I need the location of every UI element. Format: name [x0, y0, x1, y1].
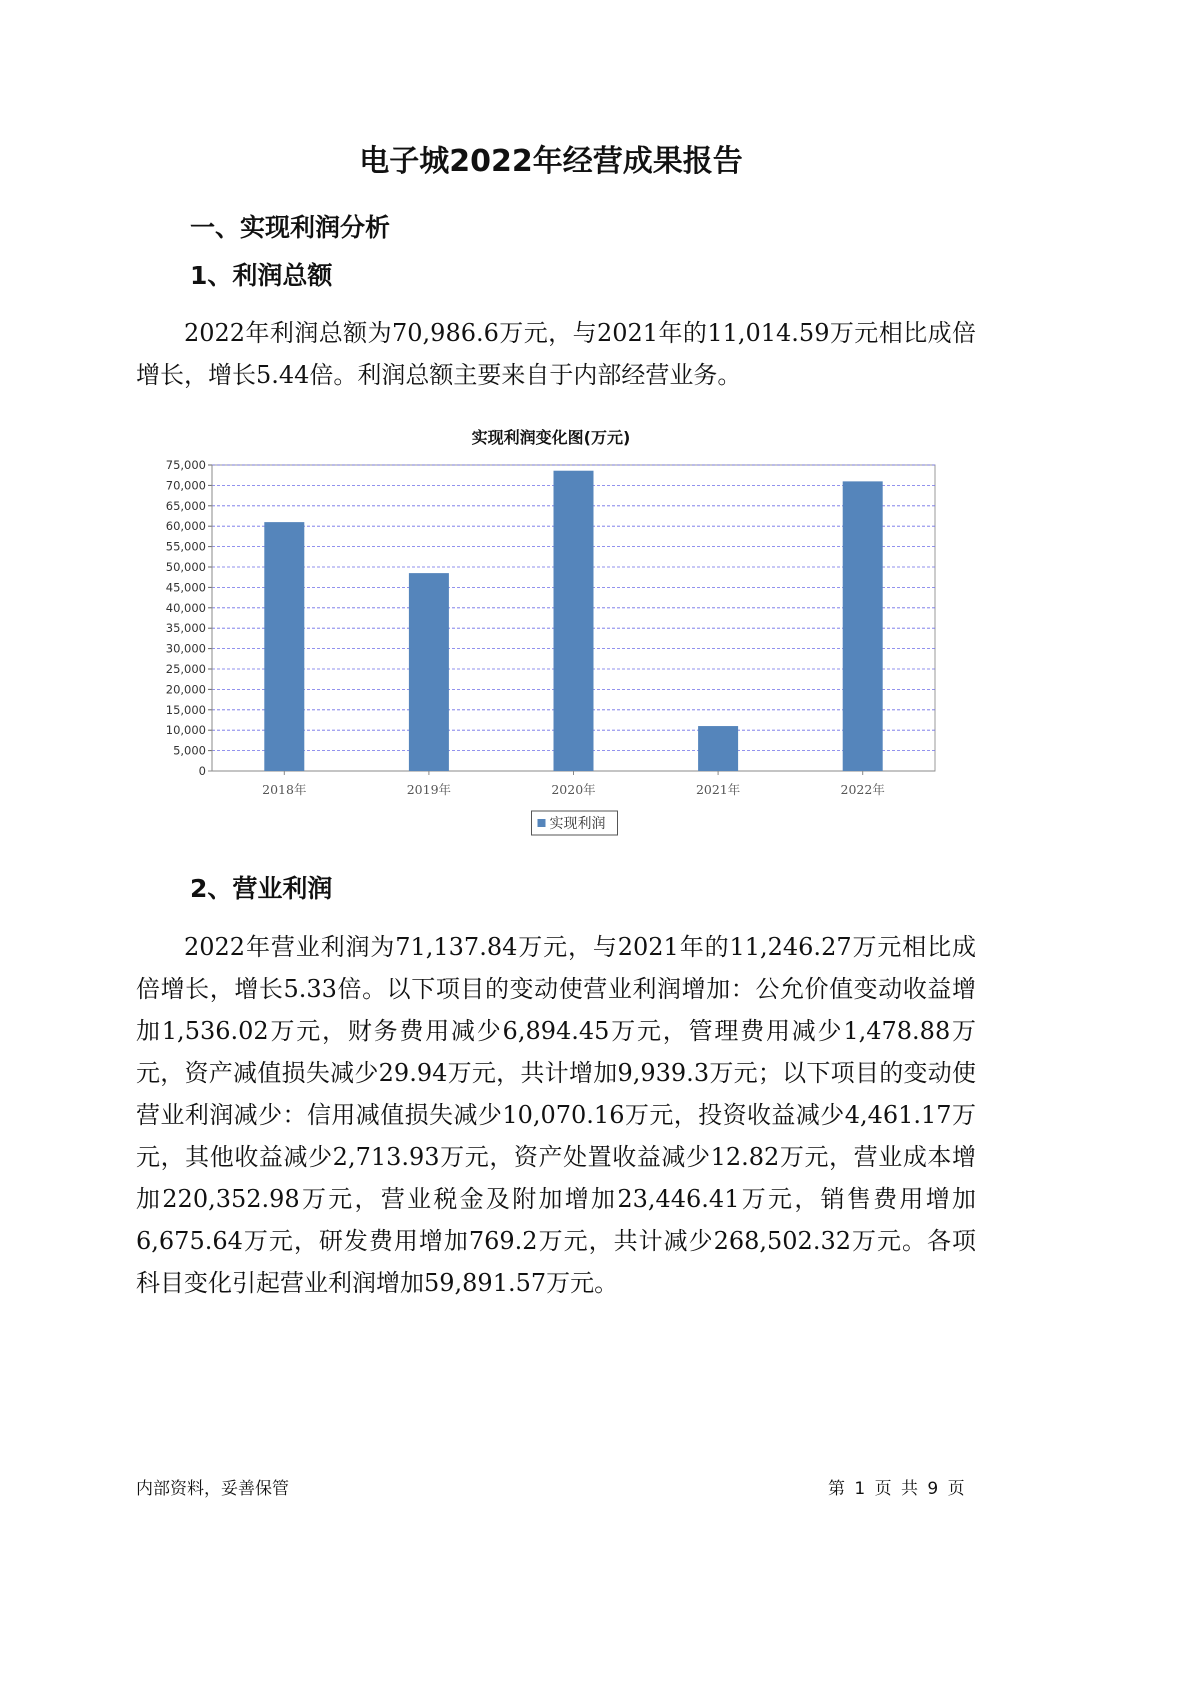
- subsection-heading-operating-profit: 2、营业利润: [190, 874, 333, 903]
- x-tick-label: 2020年: [551, 782, 596, 797]
- x-tick-label: 2022年: [840, 782, 885, 797]
- y-tick-label: 40,000: [165, 600, 206, 615]
- y-tick-label: 5,000: [173, 743, 206, 758]
- document-title: 电子城2022年经营成果报告: [359, 144, 743, 179]
- y-tick-label: 25,000: [165, 662, 206, 676]
- y-tick-label: 35,000: [165, 621, 206, 636]
- y-tick-label: 50,000: [165, 560, 206, 574]
- profit-bar-chart: [140, 455, 940, 845]
- y-tick-label: 15,000: [165, 702, 206, 717]
- legend-label: 实现利润: [549, 816, 606, 832]
- y-tick-label: 65,000: [165, 498, 206, 513]
- bar: [698, 726, 738, 771]
- x-tick-label: 2019年: [406, 782, 452, 797]
- bar: [409, 573, 449, 771]
- x-tick-label: 2018年: [262, 782, 307, 797]
- legend-swatch: [538, 819, 546, 827]
- subsection-heading-total-profit: 1、利润总额: [190, 261, 333, 290]
- section-heading-profit-analysis: 一、实现利润分析: [190, 213, 391, 242]
- y-tick-label: 0: [198, 764, 206, 778]
- footer-confidential-note: 内部资料，妥善保管: [136, 1479, 289, 1499]
- y-tick-label: 10,000: [165, 723, 206, 738]
- y-tick-label: 55,000: [165, 539, 206, 554]
- y-tick-label: 20,000: [165, 682, 206, 697]
- chart-title: 实现利润变化图(万元): [471, 428, 631, 447]
- footer-page-number: 第 1 页 共 9 页: [828, 1479, 965, 1499]
- operating-profit-paragraph: 2022年营业利润为71,137.84万元，与2021年的11,246.27万元相比成倍增长，增长5.33倍。以下项目的变动使营业利润增加：公允价值变动收益增加1,536.02万元，财务费用减少6,894.45万元，管理费用减少1,478.88万元，资产减值损失减少29.94万元，共计增加9,939.3万元；以下项目的变动使营业利润减少：信用减值损失减少10,070.16万元，投资收益减少4,461.17万元，其他收益减少2,713.93万元，资产处置收益减少12.82万元，营业成本增加220,352.98万元，营业税金及附加增加23,446.41万元，销售费用增加6,675.64万元，研发费用增加769.2万元，共计减少268,502.32万元。各项科目变化引起营业利润增加59,891.57万元。: [136, 933, 976, 1297]
- total-profit-paragraph: 2022年利润总额为70,986.6万元，与2021年的11,014.59万元相比成倍增长，增长5.44倍。利润总额主要来自于内部经营业务。: [136, 319, 976, 389]
- y-tick-label: 75,000: [165, 458, 206, 472]
- y-tick-label: 60,000: [165, 519, 206, 534]
- bar: [554, 471, 594, 771]
- bar: [843, 481, 883, 771]
- bar: [264, 522, 304, 771]
- y-tick-label: 30,000: [165, 641, 206, 656]
- y-tick-label: 45,000: [165, 580, 206, 595]
- y-tick-label: 70,000: [165, 478, 206, 493]
- x-tick-label: 2021年: [695, 782, 741, 797]
